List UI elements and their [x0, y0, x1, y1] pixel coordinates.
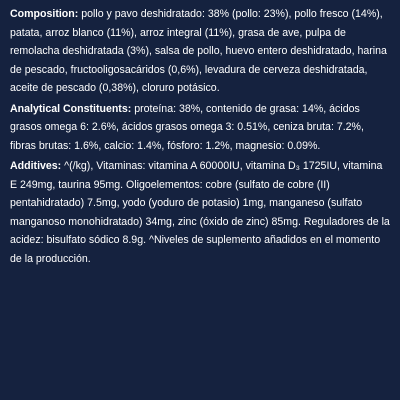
analytical-constituents-section	[10, 100, 392, 156]
analytical-constituents-text: proteína: 38%, contenido de grasa: 14%, ácidos grasos omega 6: 2.6%, ácidos grasos omega 3: 0.51%, ceniza bruta: 7.2%, fibras brutas: 1.6%, calcio: 1.4%, fósforo: 1.2%, magnesio: 0.09%.	[10, 102, 364, 152]
analytical-constituents-heading: Analytical Constituents:	[10, 102, 132, 115]
composition-text: pollo y pavo deshidratado: 38% (pollo: 23%), pollo fresco (14%), patata, arroz blanco (11%), arroz integral (11%), grasa de ave, pulpa de remolacha deshidratada (3%), salsa de pollo, huevo entero deshidratado, harina de pescado, fructooligosacáridos (0,6%), levadura de cerveza deshidratada, aceite de pescado (0,38%), cloruro potásico.	[10, 8, 387, 94]
additives-heading: Additives:	[10, 160, 62, 172]
additives-text: ^(/kg), Vitaminas: vitamina A 60000IU, vitamina D₃ 1725IU, vitamina E 249mg, taurina 95mg. Oligoelementos: cobre (sulfato de cobre (II) pentahidratado) 7.5mg, yodo (yoduro de potasio) 1mg, manganeso (sulfato manganoso monohidratado) 34mg, zinc (óxido de zinc) 85mg. Reguladores de la acidez: bisulfato sódico 8.9g. ^Niveles de suplemento añadidos en el momento de la producción.	[10, 160, 390, 265]
composition-section	[10, 5, 392, 98]
additives-section	[10, 157, 392, 268]
composition-heading: Composition:	[10, 8, 79, 20]
